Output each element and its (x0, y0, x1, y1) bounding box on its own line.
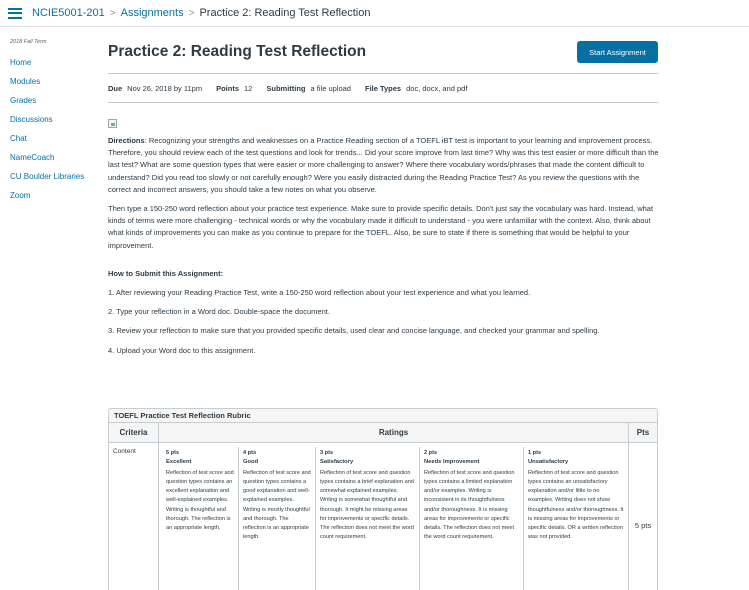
nav-item-libraries[interactable]: CU Boulder Libraries (10, 172, 85, 181)
rating-description: Reflection of test score and question types contains a limited explanation and/or examples. Writing is inconsistent in its thoughtfulness and/or thoroughness. It is missing areas for improvements or specific details. The reflection does not meet the word count requirement. (424, 470, 515, 540)
nav-item-modules[interactable]: Modules (10, 77, 41, 86)
assignment-content (108, 35, 659, 540)
rating-name: Satisfactory (320, 459, 354, 466)
rating-good (239, 447, 316, 590)
rating-description: Reflection of test score and question types contains an excellent explanation and well-explained examples. Writing is thoughtful and thorough. The reflection is an appropriate length. (166, 470, 234, 531)
submit-step: 3. Review your reflection to make sure that you provided specific details, used clear and concise language, and checked your grammar and spelling. (108, 326, 600, 336)
rating-needs-improvement (420, 447, 524, 590)
term-label: 2018 Fall Term (10, 39, 47, 45)
submitting-value: a file upload (310, 83, 351, 93)
ratings-list (159, 443, 629, 590)
criterion-name: Content (109, 443, 159, 590)
nav-item-namecoach[interactable]: NameCoach (10, 153, 55, 162)
page-title: Practice 2: Reading Test Reflection (108, 43, 367, 60)
nav-item-discussions[interactable]: Discussions (10, 115, 53, 124)
top-bar (0, 0, 749, 27)
chevron-right-icon: > (188, 7, 195, 19)
rubric-header-row (109, 423, 657, 443)
rating-name: Unsatisfactory (528, 459, 569, 466)
rating-points: 3 pts (320, 450, 334, 456)
rating-description: Reflection of test score and question types contains a good explanation and well-explained examples. Writing is mostly thoughtful and thorough. The reflection is an appropriate length. (243, 470, 311, 540)
file-types-label: File Types (364, 83, 402, 93)
nav-item-grades[interactable]: Grades (10, 96, 37, 105)
rating-unsatisfactory (524, 447, 628, 590)
breadcrumb-current: Practice 2: Reading Test Reflection (199, 7, 371, 19)
breadcrumb (32, 7, 370, 19)
due-value: Nov 26, 2018 by 11pm (127, 83, 203, 93)
rating-excellent (162, 447, 239, 590)
criteria-header: Criteria (109, 423, 159, 442)
how-to-submit-heading: How to Submit this Assignment: (108, 268, 224, 278)
hamburger-menu-icon[interactable] (8, 8, 22, 19)
rating-name: Needs Improvement (424, 459, 480, 466)
submit-step: 1. After reviewing your Reading Practice Test, write a 150-250 word reflection about your test experience and what you learned. (108, 288, 531, 298)
nav-item-zoom[interactable]: Zoom (10, 191, 31, 200)
course-navigation (10, 39, 100, 205)
nav-item-chat[interactable]: Chat (10, 134, 27, 143)
rating-description: Reflection of test score and question types contains an unsatisfactory explanation and/or little to no examples. Writing does not show thoughtfulness and/or thoroughness. It is missing areas for improvements or specific details. OR a written reflection was not provided. (528, 470, 624, 540)
points-value: 12 (244, 83, 253, 93)
breadcrumb-assignments-link[interactable]: Assignments (120, 7, 184, 19)
points-label: Points (216, 83, 240, 93)
breadcrumb-course-link[interactable]: NCIE5001-201 (32, 7, 105, 19)
rating-name: Good (243, 459, 259, 466)
rating-name: Excellent (166, 459, 192, 466)
ratings-header: Ratings (159, 423, 629, 442)
rating-description: Reflection of test score and question types contains a brief explanation and somewhat explained examples. Writing is somewhat thoughtful and thorough. It might be missing areas for improvements or specific details. The reflection does not meet the word count requirement. (320, 470, 414, 540)
submit-step: 2. Type your reflection in a Word doc. Double-space the document. (108, 307, 330, 317)
rating-points: 1 pts (528, 450, 542, 456)
reflection-paragraph: Then type a 150-250 word reflection about your practice test experience. Make sure to provide specific details. Don't just say the vocabulary was hard. Instead, what kinds of terms were more challenging - technical words or why the vocabulary made it difficult to understand - you were unfamiliar with the context. Also, think about what kinds of improvements you can make as you continue to prepare for the TOEFL. Also, be sure to state if there is something that would be helpful to your improvement. (108, 204, 654, 250)
nav-item-home[interactable]: Home (10, 58, 32, 67)
start-assignment-button[interactable]: Start Assignment (577, 41, 658, 63)
pts-header: Pts (636, 428, 650, 437)
rubric-criterion-row (109, 443, 657, 590)
assignment-details (108, 73, 658, 103)
criterion-points-value: 5 pts (634, 520, 652, 530)
due-label: Due (108, 83, 123, 93)
rubric-title: TOEFL Practice Test Reflection Rubric (109, 409, 657, 423)
rating-points: 2 pts (424, 450, 438, 456)
rating-points: 5 pts (166, 450, 180, 456)
rating-points: 4 pts (243, 450, 257, 456)
rubric-table (108, 408, 658, 590)
chevron-right-icon: > (109, 7, 116, 19)
directions-label: Directions (108, 136, 145, 145)
submit-step: 4. Upload your Word doc to this assignment. (108, 345, 256, 355)
criterion-points (629, 443, 657, 590)
assignment-description (108, 135, 660, 364)
rating-satisfactory (316, 447, 420, 590)
submitting-label: Submitting (266, 83, 306, 93)
file-types-value: doc, docx, and pdf (406, 83, 468, 93)
broken-image-icon (108, 119, 117, 128)
directions-text: : Recognizing your strengths and weaknesses on a Practice Reading section of a TOEFL iBT test is important to your learning and improvement process. Therefore, you should review each of the test questions and look for trends... Did your score improve from last time? Why was this test easier or more difficult than the last test? What are some question types that were easier or more challenging to answer? Where there vocabulary words/phrases that made the content difficult to understand? Did you read too slowly or not carefully enough? Were you easily distracted during the Reading Practice Test? As you review the questions with the correct and incorrect answers, you should take a few notes on what you observe. (108, 136, 659, 194)
directions-paragraph (108, 135, 660, 196)
